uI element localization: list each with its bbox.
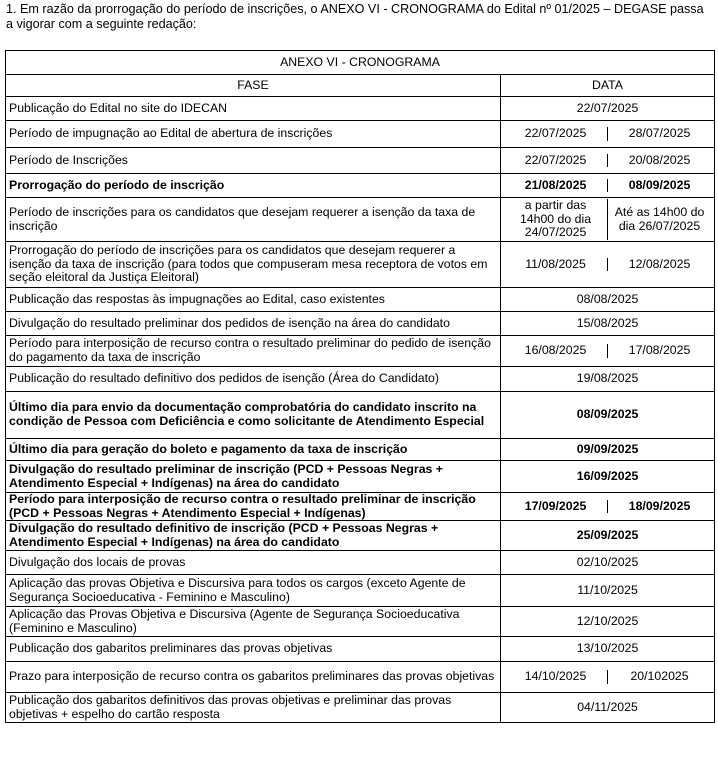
fase-cell: Divulgação do resultado preliminar dos pedidos de isenção na área do candidato (6, 312, 501, 336)
table-row (6, 148, 715, 174)
fase-cell: Publicação do Edital no site do IDECAN (6, 97, 501, 121)
end-date: 20/08/2025 (607, 154, 711, 168)
data-cell: 25/09/2025 (501, 521, 715, 551)
data-range-cell (501, 174, 715, 198)
date-range (504, 258, 711, 272)
fase-cell: Publicação dos gabaritos preliminares das provas objetivas (6, 637, 501, 662)
table-row (6, 288, 715, 312)
data-range-cell (501, 242, 715, 288)
fase-cell: Aplicação das Provas Objetiva e Discursiva (Agente de Segurança Socioeducativa (Feminino e Masculino) (6, 607, 501, 637)
fase-cell: Último dia para envio da documentação comprobatória do candidato inscrito na condição de Pessoa com Deficiência e como solicitante de Atendimento Especial (6, 392, 501, 439)
fase-cell: Período para interposição de recurso contra o resultado preliminar do pedido de isenção do pagamento da taxa de inscrição (6, 336, 501, 367)
table-row (6, 461, 715, 493)
fase-cell: Aplicação das provas Objetiva e Discursiva para todos os cargos (exceto Agente de Segurança Socioeducativa - Feminino e Masculino) (6, 575, 501, 607)
date-range (504, 199, 711, 240)
data-cell: 13/10/2025 (501, 637, 715, 662)
start-date: 17/09/2025 (524, 498, 587, 513)
table-title: ANEXO VI - CRONOGRAMA (6, 51, 715, 75)
table-row (6, 637, 715, 662)
data-cell: 04/11/2025 (501, 693, 715, 723)
date-range (504, 670, 711, 684)
table-row (6, 121, 715, 148)
table-row (6, 439, 715, 461)
table-row (6, 97, 715, 121)
date-range (504, 500, 711, 514)
data-range-cell (501, 493, 715, 521)
fase-cell: Prorrogação do período de inscrição (6, 174, 501, 198)
start-date: 16/08/2025 (524, 343, 587, 358)
table-row (6, 607, 715, 637)
start-date: 22/07/2025 (524, 152, 587, 167)
data-range-cell (501, 336, 715, 367)
table-row (6, 367, 715, 392)
data-range-cell (501, 121, 715, 148)
date-range (504, 154, 711, 168)
data-cell: 11/10/2025 (501, 575, 715, 607)
start-date: 14/10/2025 (524, 669, 587, 684)
end-date: Até as 14h00 do dia 26/07/2025 (607, 199, 711, 240)
data-cell: 16/09/2025 (501, 461, 715, 493)
end-date: 20/102025 (607, 670, 711, 684)
table-row (6, 575, 715, 607)
fase-cell: Período de Inscrições (6, 148, 501, 174)
fase-cell: Período de impugnação ao Edital de abertura de inscrições (6, 121, 501, 148)
table-title-row (6, 51, 715, 75)
data-cell: 08/09/2025 (501, 392, 715, 439)
data-cell: 19/08/2025 (501, 367, 715, 392)
fase-cell: Divulgação do resultado preliminar de inscrição (PCD + Pessoas Negras + Atendimento Especial + Indígenas) na área do candidato (6, 461, 501, 493)
table-row (6, 336, 715, 367)
data-cell: 22/07/2025 (501, 97, 715, 121)
data-cell: 12/10/2025 (501, 607, 715, 637)
end-date: 12/08/2025 (607, 258, 711, 272)
data-range-cell (501, 198, 715, 242)
end-date: 08/09/2025 (607, 179, 711, 193)
data-cell: 02/10/2025 (501, 551, 715, 575)
table-header-row (6, 75, 715, 97)
data-cell: 15/08/2025 (501, 312, 715, 336)
header-data: DATA (501, 75, 715, 97)
fase-cell: Publicação dos gabaritos definitivos das provas objetivas e preliminar das provas objetivas + espelho do cartão resposta (6, 693, 501, 723)
fase-cell: Publicação das respostas às impugnações ao Edital, caso existentes (6, 288, 501, 312)
fase-cell: Prorrogação do período de inscrições para os candidatos que desejam requerer a isenção da taxa de inscrição (para todos que compuseram mesa receptora de votos em seção eleitoral da Justiça Eleitoral) (6, 242, 501, 288)
table-row (6, 312, 715, 336)
cronograma-table (5, 50, 715, 723)
data-cell: 08/08/2025 (501, 288, 715, 312)
table-row (6, 662, 715, 693)
data-range-cell (501, 662, 715, 693)
fase-cell: Divulgação dos locais de provas (6, 551, 501, 575)
intro-paragraph: 1. Em razão da prorrogação do período de inscrições, o ANEXO VI - CRONOGRAMA do Edital nº 01/2025 – DEGASE passa a vigorar com a seguinte redação: (6, 2, 704, 31)
table-row (6, 174, 715, 198)
table-row (6, 693, 715, 723)
fase-cell: Publicação do resultado definitivo dos pedidos de isenção (Área do Candidato) (6, 367, 501, 392)
fase-cell: Período de inscrições para os candidatos que desejam requerer a isenção da taxa de inscrição (6, 198, 501, 242)
date-range (504, 344, 711, 358)
start-date: 21/08/2025 (524, 177, 587, 192)
fase-cell: Prazo para interposição de recurso contra os gabaritos preliminares das provas objetivas (6, 662, 501, 693)
fase-cell: Divulgação do resultado definitivo de inscrição (PCD + Pessoas Negras + Atendimento Especial + Indígenas) na área do candidato (6, 521, 501, 551)
table-row (6, 198, 715, 242)
date-range (504, 127, 711, 141)
date-range (504, 179, 711, 193)
header-fase: FASE (6, 75, 501, 97)
start-date: 22/07/2025 (524, 126, 587, 141)
data-cell: 09/09/2025 (501, 439, 715, 461)
table-row (6, 242, 715, 288)
table-row (6, 551, 715, 575)
fase-cell: Último dia para geração do boleto e pagamento da taxa de inscrição (6, 439, 501, 461)
end-date: 28/07/2025 (607, 127, 711, 141)
cronograma-body (6, 51, 715, 723)
start-date: 11/08/2025 (525, 256, 586, 271)
table-row (6, 521, 715, 551)
data-range-cell (501, 148, 715, 174)
start-date: a partir das 14h00 do dia 24/07/2025 (519, 198, 592, 240)
end-date: 17/08/2025 (607, 344, 711, 358)
table-row (6, 493, 715, 521)
fase-cell: Período para interposição de recurso contra o resultado preliminar de inscrição (PCD + Pessoas Negras + Atendimento Especial + Indígenas) (6, 493, 501, 521)
end-date: 18/09/2025 (607, 500, 711, 514)
table-row (6, 392, 715, 439)
